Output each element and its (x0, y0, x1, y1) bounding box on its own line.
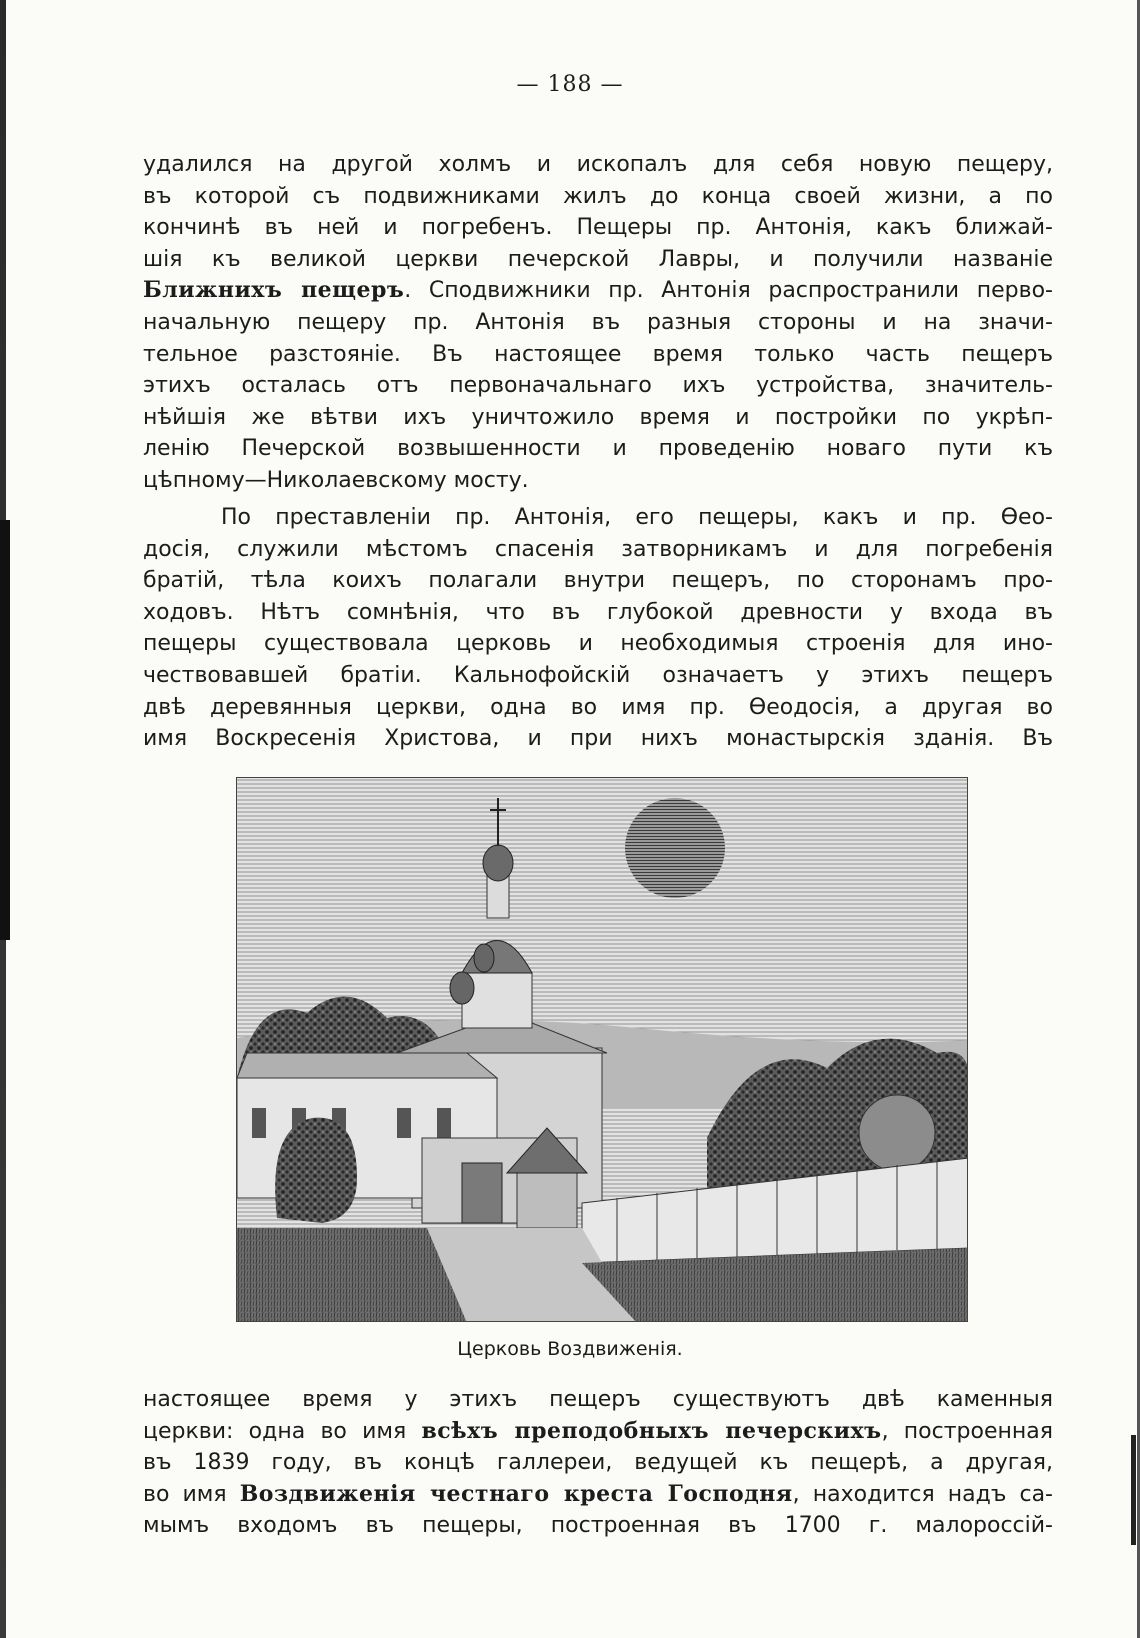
text-line: кончинѣ въ ней и погребенъ. Пещеры пр. Антонія, какъ ближай- (143, 215, 1053, 241)
text-line: имя Воскресенія Христова, и при нихъ монастырскія зданія. Въ (143, 726, 1053, 752)
paragraph-3 (143, 1384, 1053, 1542)
text-line: братій, тѣла коихъ полагали внутри пещеръ, по сторонамъ про- (143, 568, 1053, 594)
text-line: досія, служили мѣстомъ спасенія затворникамъ и для погребенія (143, 536, 1053, 562)
text-line: тельное разстояніе. Въ настоящее время только часть пещеръ (143, 341, 1053, 367)
paragraph-1 (143, 149, 1053, 497)
scan-binding-strip (0, 520, 10, 940)
text-line: ленію Печерской возвышенности и проведенію новаго пути къ (143, 436, 1053, 462)
text-line: шія къ великой церкви печерской Лавры, и получили названіе (143, 246, 1053, 272)
text-line (143, 275, 1053, 307)
text-line: двѣ деревянныя церкви, одна во имя пр. Ѳеодосія, а другая во (143, 694, 1053, 720)
text-line: удалился на другой холмъ и ископалъ для себя новую пещеру, (143, 152, 1053, 177)
text-line (143, 1416, 1053, 1448)
text-line: По преставленіи пр. Антонія, его пещеры, какъ и пр. Ѳео- (221, 505, 1053, 530)
text-line: въ которой съ подвижниками жилъ до конца своей жизни, а по (143, 183, 1053, 209)
church-engraving (236, 777, 968, 1322)
text-line: въ 1839 году, въ концѣ галлереи, ведущей къ пещерѣ, а другая, (143, 1450, 1053, 1476)
scan-edge-mark (1131, 1435, 1136, 1545)
text-line (143, 1479, 1053, 1511)
highlighted-term: Ближнихъ пещеръ (143, 277, 405, 304)
paragraph-2 (143, 502, 1053, 755)
text-run: , построенная (881, 1418, 1053, 1444)
text-run: церкви: одна во имя (143, 1418, 422, 1444)
text-line: начальную пещеру пр. Антонія въ разныя стороны и на значи- (143, 309, 1053, 335)
figure-caption: Церковь Воздвиженія. (457, 1338, 683, 1360)
text-run: , находится надъ са- (792, 1481, 1053, 1507)
highlighted-term: Воздвиженія честнаго креста Господня (239, 1480, 793, 1507)
highlighted-term: всѣхъ преподобныхъ печерскихъ (421, 1417, 882, 1444)
page-number: — 188 — (516, 72, 624, 97)
text-line: чествовавшей братіи. Кальнофойскій означаетъ у этихъ пещеръ (143, 662, 1053, 688)
text-line: цѣпному—Николаевскому мосту. (143, 467, 529, 493)
text-line: пещеры существовала церковь и необходимыя строенія для ино- (143, 631, 1053, 657)
text-line: мымъ входомъ въ пещеры, построенная въ 1700 г. малороссій- (143, 1513, 1053, 1539)
text-line: этихъ осталась отъ первоначальнаго ихъ устройства, значитель- (143, 373, 1053, 399)
text-line: нѣйшія же вѣтви ихъ уничтожило время и постройки по укрѣп- (143, 404, 1053, 430)
text-line: ходовъ. Нѣтъ сомнѣнія, что въ глубокой древности у входа въ (143, 599, 1053, 625)
text-run: . Сподвижники пр. Антонія распространили перво- (404, 278, 1053, 304)
text-line: настоящее время у этихъ пещеръ существуютъ двѣ каменныя (143, 1387, 1053, 1412)
text-run: во имя (143, 1481, 240, 1507)
